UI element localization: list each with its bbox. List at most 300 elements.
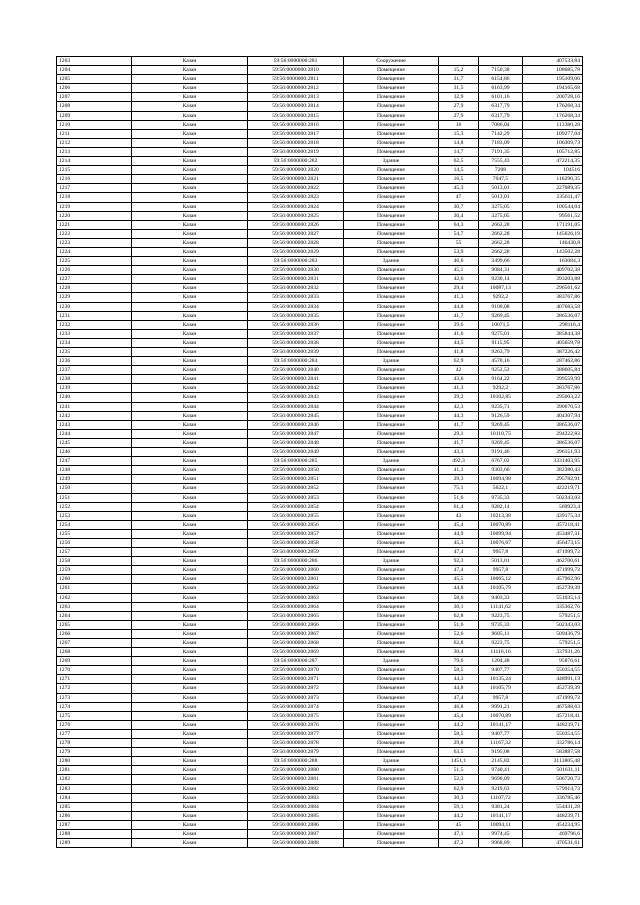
city-cell: Казан	[132, 211, 248, 220]
city-cell: Казан	[132, 366, 248, 375]
city-cell: Казан	[132, 629, 248, 638]
object-type-cell: Здание	[344, 157, 439, 166]
table-row	[57, 802, 583, 811]
table-row	[57, 220, 583, 229]
cadastral-number-cell: 59:56:0000000:2818	[248, 138, 344, 147]
object-type-cell: Здание	[344, 457, 439, 466]
city-cell: Казан	[132, 175, 248, 184]
city-cell: Казан	[132, 75, 248, 84]
city-cell: Казан	[132, 384, 248, 393]
area-cell: 14,7	[439, 147, 479, 156]
total-cost-cell: 382380,43	[523, 466, 583, 475]
row-number-cell: 1216	[57, 175, 132, 184]
area-cell: 41,1	[439, 466, 479, 475]
area-cell: 16	[439, 120, 479, 129]
row-number-cell: 1285	[57, 802, 132, 811]
table-row	[57, 839, 583, 848]
area-cell: 14,8	[439, 138, 479, 147]
table-row	[57, 602, 583, 611]
area-cell: 44,8	[439, 584, 479, 593]
area-cell	[439, 57, 479, 66]
area-cell: 43	[439, 511, 479, 520]
unit-cost-cell: 9223,75	[479, 639, 523, 648]
unit-cost-cell: 5622,1	[479, 484, 523, 493]
row-number-cell: 1259	[57, 566, 132, 575]
unit-cost-cell: 9235,71	[479, 402, 523, 411]
city-cell: Казан	[132, 475, 248, 484]
table-row	[57, 584, 583, 593]
unit-cost-cell: 9219,63	[479, 784, 523, 793]
unit-cost-cell: 10135,24	[479, 675, 523, 684]
object-type-cell: Помещение	[344, 575, 439, 584]
cadastral-number-cell: 59:56:0000000:2814	[248, 102, 344, 111]
row-number-cell: 1276	[57, 720, 132, 729]
city-cell: Казан	[132, 775, 248, 784]
table-row	[57, 648, 583, 657]
table-row	[57, 657, 583, 666]
cadastral-number-cell: 59:56:0000000:2820	[248, 166, 344, 175]
object-type-cell: Помещение	[344, 238, 439, 247]
object-type-cell: Помещение	[344, 284, 439, 293]
object-type-cell: Помещение	[344, 411, 439, 420]
area-cell: 44,8	[439, 302, 479, 311]
city-cell: Казан	[132, 202, 248, 211]
area-cell: 42,6	[439, 275, 479, 284]
unit-cost-cell: 2662,28	[479, 238, 523, 247]
unit-cost-cell: 9195,08	[479, 748, 523, 757]
row-number-cell: 1273	[57, 693, 132, 702]
area-cell: 29,6	[439, 320, 479, 329]
object-type-cell: Помещение	[344, 620, 439, 629]
cadastral-number-cell: 59:56:0000000:2819	[248, 147, 344, 156]
table-row	[57, 293, 583, 302]
city-cell: Казан	[132, 720, 248, 729]
table-row	[57, 693, 583, 702]
object-type-cell: Помещение	[344, 684, 439, 693]
row-number-cell: 1272	[57, 684, 132, 693]
city-cell: Казан	[132, 193, 248, 202]
unit-cost-cell: 9685,11	[479, 629, 523, 638]
object-type-cell: Помещение	[344, 811, 439, 820]
object-type-cell: Здание	[344, 657, 439, 666]
object-type-cell: Помещение	[344, 693, 439, 702]
total-cost-cell: 335362,76	[523, 602, 583, 611]
unit-cost-cell: 10110,75	[479, 429, 523, 438]
object-type-cell: Помещение	[344, 247, 439, 256]
row-number-cell: 1203	[57, 57, 132, 66]
row-number-cell: 1228	[57, 284, 132, 293]
object-type-cell: Помещение	[344, 648, 439, 657]
city-cell: Казан	[132, 275, 248, 284]
unit-cost-cell: 9252,52	[479, 366, 523, 375]
total-cost-cell: 409702,38	[523, 266, 583, 275]
table-row	[57, 757, 583, 766]
area-cell: 79,6	[439, 657, 479, 666]
row-number-cell: 1252	[57, 502, 132, 511]
unit-cost-cell: 9269,45	[479, 438, 523, 447]
object-type-cell: Помещение	[344, 611, 439, 620]
row-number-cell: 1223	[57, 238, 132, 247]
cadastral-number-cell: 59:56:0000000:2834	[248, 302, 344, 311]
city-cell: Казан	[132, 311, 248, 320]
unit-cost-cell: 3275,05	[479, 202, 523, 211]
city-cell: Казан	[132, 484, 248, 493]
table-row	[57, 520, 583, 529]
total-cost-cell: 386536,07	[523, 311, 583, 320]
row-number-cell: 1286	[57, 811, 132, 820]
table-row	[57, 548, 583, 557]
cadastral-number-cell: 59:56:0000000:2881	[248, 775, 344, 784]
object-type-cell: Помещение	[344, 93, 439, 102]
area-cell: 42,3	[439, 402, 479, 411]
object-type-cell: Помещение	[344, 193, 439, 202]
table-row	[57, 702, 583, 711]
table-body	[57, 57, 583, 848]
row-number-cell: 1237	[57, 366, 132, 375]
city-cell: Казан	[132, 466, 248, 475]
table-row	[57, 829, 583, 838]
cadastral-number-cell: 59:56:0000000:2859	[248, 548, 344, 557]
total-cost-cell: 106309,73	[523, 138, 583, 147]
cadastral-number-cell: 59:56:0000000:2874	[248, 702, 344, 711]
table-row	[57, 475, 583, 484]
total-cost-cell: 294222,83	[523, 429, 583, 438]
row-number-cell: 1207	[57, 93, 132, 102]
city-cell: Казан	[132, 502, 248, 511]
total-cost-cell: 399559,99	[523, 375, 583, 384]
total-cost-cell: 579914,73	[523, 784, 583, 793]
row-number-cell: 1214	[57, 157, 132, 166]
cadastral-number-cell: 59:56:0000000:2878	[248, 739, 344, 748]
table-row	[57, 84, 583, 93]
area-cell: 30,4	[439, 648, 479, 657]
row-number-cell: 1242	[57, 411, 132, 420]
unit-cost-cell: 9690,09	[479, 775, 523, 784]
total-cost-cell: 448239,71	[523, 720, 583, 729]
city-cell: Казан	[132, 557, 248, 566]
unit-cost-cell: 9269,45	[479, 311, 523, 320]
area-cell: 47,2	[439, 839, 479, 848]
object-type-cell: Помещение	[344, 211, 439, 220]
unit-cost-cell: 10102,85	[479, 393, 523, 402]
table-row	[57, 684, 583, 693]
cadastral-number-cell: 59:56:0000000:2816	[248, 120, 344, 129]
cadastral-number-cell: 59:56:0000000:2860	[248, 566, 344, 575]
total-cost-cell: 287462,86	[523, 357, 583, 366]
table-row	[57, 557, 583, 566]
unit-cost-cell: 10070,89	[479, 711, 523, 720]
unit-cost-cell: 9968,89	[479, 839, 523, 848]
row-number-cell: 1222	[57, 229, 132, 238]
object-type-cell: Помещение	[344, 275, 439, 284]
object-type-cell: Помещение	[344, 348, 439, 357]
object-type-cell: Помещение	[344, 448, 439, 457]
object-type-cell: Помещение	[344, 538, 439, 547]
area-cell: 62,8	[439, 639, 479, 648]
city-cell: Казан	[132, 393, 248, 402]
city-cell: Казан	[132, 411, 248, 420]
object-type-cell: Помещение	[344, 429, 439, 438]
object-type-cell: Помещение	[344, 84, 439, 93]
total-cost-cell: 457218,41	[523, 711, 583, 720]
total-cost-cell: 467588,63	[523, 702, 583, 711]
total-cost-cell: 472214,35	[523, 157, 583, 166]
city-cell: Казан	[132, 657, 248, 666]
city-cell: Казан	[132, 129, 248, 138]
area-cell: 44,3	[439, 411, 479, 420]
total-cost-cell: 471999,72	[523, 693, 583, 702]
row-number-cell: 1265	[57, 620, 132, 629]
row-number-cell: 1218	[57, 193, 132, 202]
area-cell: 16,5	[439, 175, 479, 184]
unit-cost-cell: 9292,2	[479, 293, 523, 302]
city-cell: Казан	[132, 511, 248, 520]
cadastral-number-cell: 59:56:0000000:2838	[248, 338, 344, 347]
area-cell: 44,2	[439, 811, 479, 820]
cadastral-number-cell: 59:56:0000000:2851	[248, 475, 344, 484]
total-cost-cell: 393203,88	[523, 275, 583, 284]
area-cell: 45,3	[439, 538, 479, 547]
total-cost-cell: 100544,04	[523, 202, 583, 211]
table-row	[57, 111, 583, 120]
total-cost-cell: 457218,41	[523, 520, 583, 529]
total-cost-cell: 448991,13	[523, 675, 583, 684]
area-cell: 62,8	[439, 611, 479, 620]
area-cell: 31,5	[439, 84, 479, 93]
object-type-cell: Помещение	[344, 739, 439, 748]
city-cell: Казан	[132, 611, 248, 620]
unit-cost-cell: 10071,5	[479, 320, 523, 329]
city-cell: Казан	[132, 711, 248, 720]
area-cell: 32,9	[439, 93, 479, 102]
unit-cost-cell: 2662,28	[479, 229, 523, 238]
total-cost-cell: 550354,55	[523, 666, 583, 675]
total-cost-cell: 550354,55	[523, 729, 583, 738]
row-number-cell: 1246	[57, 448, 132, 457]
unit-cost-cell: 2662,28	[479, 220, 523, 229]
cadastral-number-cell: 59:56:0000000:2863	[248, 593, 344, 602]
row-number-cell: 1244	[57, 429, 132, 438]
row-number-cell: 1227	[57, 275, 132, 284]
cadastral-number-cell: 59:56:0000000:2815	[248, 111, 344, 120]
unit-cost-cell: 6154,86	[479, 75, 523, 84]
unit-cost-cell: 6101,16	[479, 93, 523, 102]
object-type-cell: Помещение	[344, 338, 439, 347]
table-row	[57, 811, 583, 820]
table-row	[57, 766, 583, 775]
unit-cost-cell: 11167,32	[479, 739, 523, 748]
object-type-cell: Помещение	[344, 175, 439, 184]
table-row	[57, 429, 583, 438]
unit-cost-cell: 1204,48	[479, 657, 523, 666]
object-type-cell: Помещение	[344, 66, 439, 75]
cadastral-number-cell: 59:56:0000000:2858	[248, 538, 344, 547]
unit-cost-cell: 9269,45	[479, 420, 523, 429]
city-cell: Казан	[132, 666, 248, 675]
object-type-cell: Помещение	[344, 402, 439, 411]
total-cost-cell: 296561,62	[523, 284, 583, 293]
total-cost-cell: 404307,94	[523, 411, 583, 420]
cadastral-number-cell: 59:56:0000000:2835	[248, 311, 344, 320]
unit-cost-cell: 11116,16	[479, 648, 523, 657]
total-cost-cell: 452739,39	[523, 584, 583, 593]
total-cost-cell: 195109,06	[523, 75, 583, 84]
area-cell: 29,1	[439, 429, 479, 438]
row-number-cell: 1287	[57, 820, 132, 829]
cadastral-number-cell: 59:56:0000000:2855	[248, 511, 344, 520]
table-row	[57, 739, 583, 748]
object-type-cell: Помещение	[344, 384, 439, 393]
table-row	[57, 675, 583, 684]
area-cell: 1451,1	[439, 757, 479, 766]
row-number-cell: 1234	[57, 338, 132, 347]
cadastral-number-cell: 59:56:0000000:2846	[248, 420, 344, 429]
row-number-cell: 1261	[57, 584, 132, 593]
city-cell: Казан	[132, 584, 248, 593]
cadastral-number-cell: 59:56:0000000:2825	[248, 211, 344, 220]
unit-cost-cell: 9084,31	[479, 266, 523, 275]
city-cell: Казан	[132, 111, 248, 120]
object-type-cell: Здание	[344, 557, 439, 566]
table-row	[57, 247, 583, 256]
city-cell: Казан	[132, 548, 248, 557]
table-row	[57, 784, 583, 793]
unit-cost-cell: 9263,79	[479, 348, 523, 357]
area-cell: 75,1	[439, 484, 479, 493]
cadastral-number-cell: 59:56:0000000:2887	[248, 829, 344, 838]
row-number-cell: 1221	[57, 220, 132, 229]
unit-cost-cell: 9381,24	[479, 802, 523, 811]
unit-cost-cell: 9115,95	[479, 338, 523, 347]
object-type-cell: Помещение	[344, 802, 439, 811]
area-cell: 43,1	[439, 448, 479, 457]
city-cell: Казан	[132, 357, 248, 366]
object-type-cell: Помещение	[344, 839, 439, 848]
unit-cost-cell: 7555,43	[479, 157, 523, 166]
city-cell: Казан	[132, 120, 248, 129]
object-type-cell: Помещение	[344, 129, 439, 138]
row-number-cell: 1266	[57, 629, 132, 638]
table-row	[57, 229, 583, 238]
row-number-cell: 1277	[57, 729, 132, 738]
unit-cost-cell: 10141,17	[479, 811, 523, 820]
area-cell: 30,1	[439, 602, 479, 611]
city-cell: Казан	[132, 602, 248, 611]
area-cell: 45,5	[439, 575, 479, 584]
unit-cost-cell: 9100,08	[479, 302, 523, 311]
cadastral-number-cell: 59:56:0000000:2886	[248, 820, 344, 829]
city-cell: Казан	[132, 420, 248, 429]
city-cell: Казан	[132, 648, 248, 657]
unit-cost-cell: 9292,2	[479, 384, 523, 393]
cadastral-number-cell: 59:56:0000000:2875	[248, 711, 344, 720]
unit-cost-cell: 5013,01	[479, 193, 523, 202]
total-cost-cell: 113380,28	[523, 120, 583, 129]
total-cost-cell: 471999,72	[523, 566, 583, 575]
area-cell: 58,5	[439, 729, 479, 738]
area-cell: 30,4	[439, 211, 479, 220]
area-cell: 29,2	[439, 393, 479, 402]
object-type-cell: Помещение	[344, 584, 439, 593]
cadastral-number-cell: 59:56:0000000:2867	[248, 629, 344, 638]
unit-cost-cell: 7047,5	[479, 175, 523, 184]
total-cost-cell: 457962,96	[523, 575, 583, 584]
table-row	[57, 302, 583, 311]
cadastral-number-cell: 59:56:0000000:2888	[248, 839, 344, 848]
unit-cost-cell: 7183,09	[479, 138, 523, 147]
total-cost-cell: 569923,4	[523, 502, 583, 511]
object-type-cell: Помещение	[344, 702, 439, 711]
object-type-cell: Помещение	[344, 138, 439, 147]
object-type-cell: Помещение	[344, 502, 439, 511]
row-number-cell: 1249	[57, 475, 132, 484]
total-cost-cell: 332786,14	[523, 739, 583, 748]
object-type-cell: Помещение	[344, 311, 439, 320]
object-type-cell: Помещение	[344, 120, 439, 129]
object-type-cell: Помещение	[344, 475, 439, 484]
city-cell: Казан	[132, 493, 248, 502]
total-cost-cell: 95876,61	[523, 657, 583, 666]
row-number-cell: 1258	[57, 557, 132, 566]
cadastral-number-cell: 59:56:0000000:284	[248, 357, 344, 366]
area-cell: 44,8	[439, 684, 479, 693]
area-cell: 62,9	[439, 784, 479, 793]
city-cell: Казан	[132, 429, 248, 438]
area-cell: 29,3	[439, 475, 479, 484]
table-row	[57, 575, 583, 584]
table-row	[57, 529, 583, 538]
city-cell: Казан	[132, 729, 248, 738]
object-type-cell: Помещение	[344, 393, 439, 402]
total-cost-cell: 176268,34	[523, 102, 583, 111]
city-cell: Казан	[132, 593, 248, 602]
area-cell: 54,7	[439, 229, 479, 238]
row-number-cell: 1267	[57, 639, 132, 648]
object-type-cell: Помещение	[344, 111, 439, 120]
area-cell: 58,6	[439, 593, 479, 602]
object-type-cell: Помещение	[344, 220, 439, 229]
object-type-cell: Помещение	[344, 775, 439, 784]
area-cell: 55	[439, 238, 479, 247]
row-number-cell: 1274	[57, 702, 132, 711]
city-cell: Казан	[132, 147, 248, 156]
cadastral-number-cell: 59:56:0000000:2810	[248, 66, 344, 75]
table-row	[57, 593, 583, 602]
unit-cost-cell: 3499,66	[479, 257, 523, 266]
row-number-cell: 1210	[57, 120, 132, 129]
city-cell: Казан	[132, 257, 248, 266]
total-cost-cell: 469796,6	[523, 829, 583, 838]
total-cost-cell: 105712,85	[523, 147, 583, 156]
table-row	[57, 466, 583, 475]
city-cell: Казан	[132, 102, 248, 111]
object-type-cell: Помещение	[344, 602, 439, 611]
object-type-cell: Помещение	[344, 302, 439, 311]
cadastral-number-cell: 59:56:0000000:2848	[248, 438, 344, 447]
city-cell: Казан	[132, 348, 248, 357]
total-cost-cell: 337931,26	[523, 648, 583, 657]
city-cell: Казан	[132, 138, 248, 147]
unit-cost-cell: 9957,8	[479, 693, 523, 702]
city-cell: Казан	[132, 829, 248, 838]
row-number-cell: 1233	[57, 329, 132, 338]
row-number-cell: 1224	[57, 247, 132, 256]
row-number-cell: 1219	[57, 202, 132, 211]
total-cost-cell: 383767,86	[523, 384, 583, 393]
object-type-cell: Помещение	[344, 420, 439, 429]
city-cell: Казан	[132, 66, 248, 75]
object-type-cell: Помещение	[344, 711, 439, 720]
